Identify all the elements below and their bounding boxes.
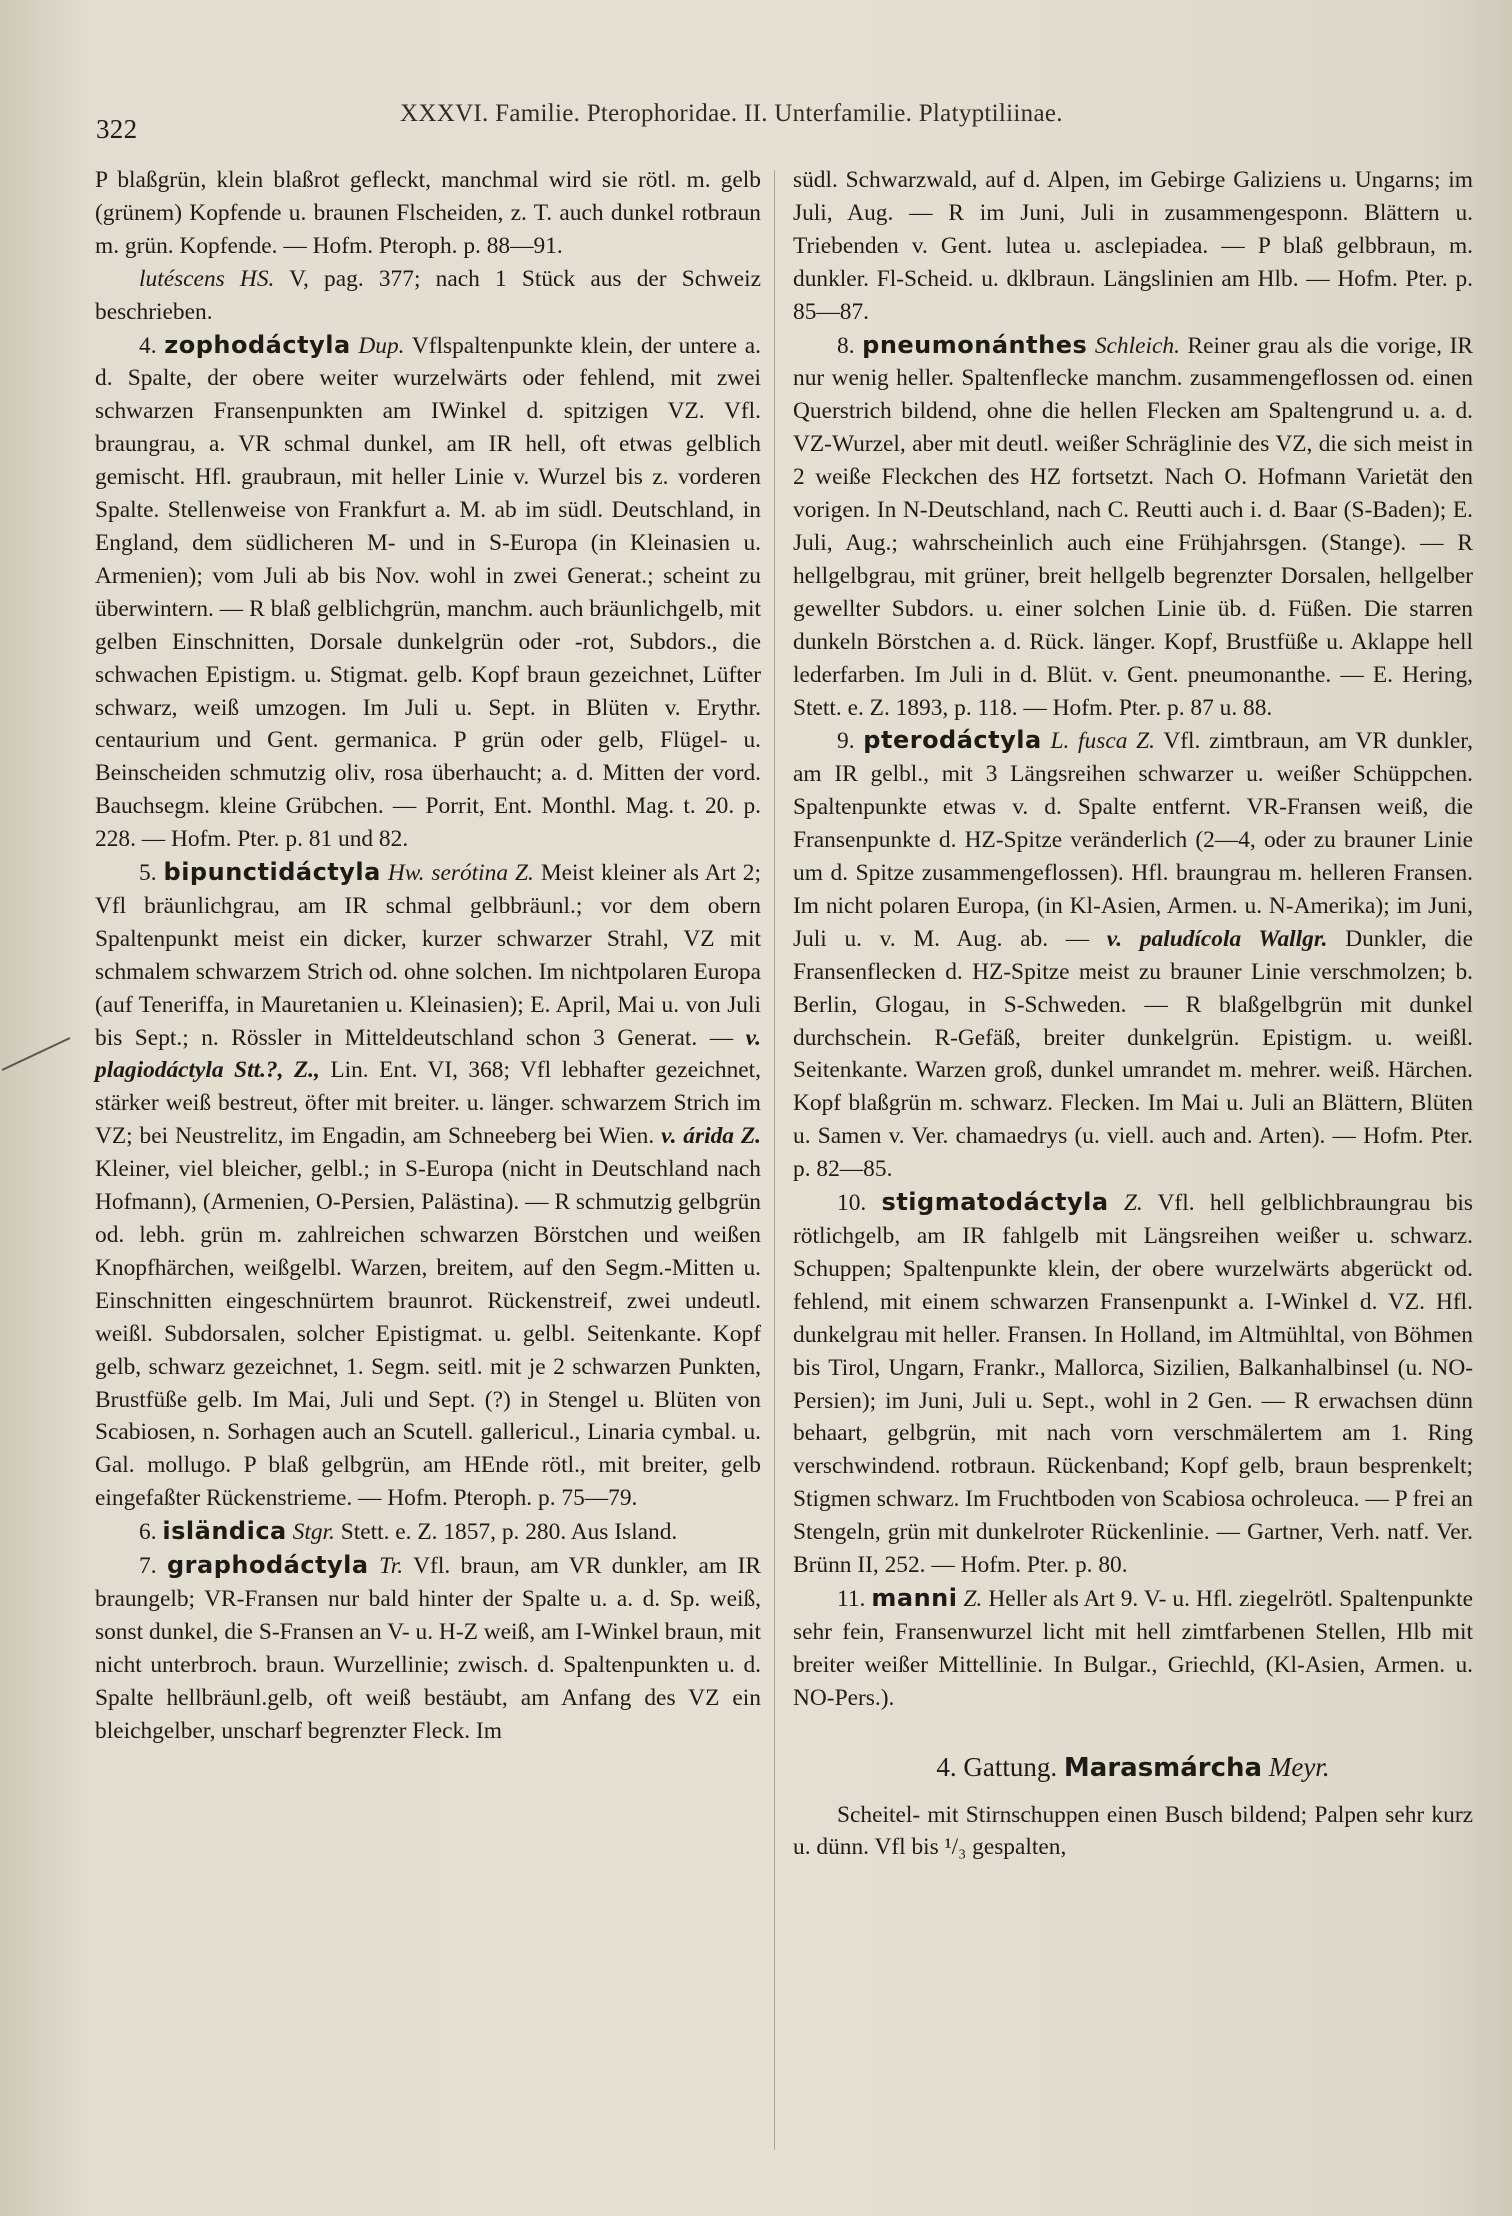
genus-description: Scheitel- mit Stirnschuppen einen Busch bildend; Palpen sehr kurz u. dünn. Vfl bis ¹/₃ gespalten, [793, 1801, 1473, 1861]
species-author: Z. [1123, 1190, 1143, 1217]
entry-9: 9. pterodáctyla L. fusca Z. Vfl. zimtbraun, am VR dunkler, am IR gelbl., mit 3 Längsreihen schwarzer u. weißer Schüppchen. Spaltenpunkte etwas v. d. Spalte entfernt. VR-Fransen weiß, die Fransenpunkte d. HZ-Spitze veränderlich (2—4, oder zu brauner Linie um d. Spitze zusammengeflossen). Hfl. braungrau m. helleren Fransen. Im nicht polaren Europa, (in Kl-Asien, Armen. u. N-Amerika); im Juni, Juli u. v. M. Aug. ab. — v. paludícola Wallgr. Dunkler, die Fransenflecken d. HZ-Spitze meist zu brauner Linie verschmolzen; b. Berlin, Glogau, in S-Schweden. — R blaßgelbgrün mit dunkel durchschein. R-Gefäß, breiter dunkelgrün. Epistigm. u. weißl. Seitenkante. Warzen groß, dunkel umrandet m. mehrer. weiß. Härchen. Kopf blaßgrün m. schwarz. Flecken. Im Mai u. Juli an Blättern, Blüten u. Samen v. Ver. chamaedrys (u. viell. auch and. Arten). — Hofm. Pter. p. 82—85. [793, 726, 1473, 1183]
page-header [96, 100, 1452, 144]
variety-name: v. árida Z. [661, 1123, 761, 1150]
entry-11: 11. manni Z. Heller als Art 9. V- u. Hfl. ziegelrötl. Spaltenpunkte sehr fein, Fransenwurzel licht mit hell zimtfarbenen Stellen, Hlb mit breiter weißer Mittellinie. In Bulgar., Griechld, (Kl-Asien, Armen. u. NO-Pers.). [793, 1583, 1473, 1711]
species-author: Hw. serótina Z. [387, 860, 534, 887]
entry-8: 8. pneumonánthes Schleich. Reiner grau als die vorige, IR nur wenig heller. Spaltenflecke manchm. zusammengeflossen od. einen Querstrich bildend, ohne die hellen Flecken am Spaltengrund u. a. d. VZ-Wurzel, aber mit deutl. weißer Schräglinie des VZ, die sich meist in 2 weiße Fleckchen des HZ fortsetzt. Nach O. Hofmann Varietät den vorigen. In N-Deutschland, nach C. Reutti auch i. d. Baar (S-Baden); E. Juli, Aug.; wahrscheinlich auch eine Frühjahrsgen. (Stange). — R hellgelbgrau, mit grüner, breit hellgelb begrenzter Dorsalen, hellgelber gewellter Subdors. u. einer solchen Linie üb. d. Füßen. Die starren dunkeln Börstchen a. d. Rück. länger. Kopf, Brustfüße u. Aklappe hell lederfarben. Im Juli in d. Blüt. v. Gent. pneumonanthe. — E. Hering, Stett. e. Z. 1893, p. 118. — Hofm. Pter. p. 87 u. 88. [793, 330, 1473, 721]
species-author: Dup. [358, 332, 405, 359]
pencil-margin-mark [0, 1020, 80, 1080]
entry-10: 10. stigmatodáctyla Z. Vfl. hell gelblichbraungrau bis rötlichgelb, am IR fahlgelb mit Längsreihen weißer u. schwarz. Schuppen; Spaltenpunkte klein, der obere wurzelwärts abgerückt od. fehlend, mit einem schwarzen Fransenpunkt a. I-Winkel d. VZ. Hfl. dunkelgrau mit heller. Fransen. In Holland, im Altmühltal, von Böhmen bis Tirol, Ungarn, Frankr., Mallorca, Sizilien, Balkanhalbinsel (u. NO-Persien); im Juni, Juli u. Sept., wohl in 2 Gen. — R erwachsen dünn behaart, gelbgrün, mit nach vorn verschmälertem am 1. Ring verschwindend. rotbraun. Rückenband; Kopf gelb, braun besprenkelt; Stigmen schwarz. Im Fruchtboden von Scabiosa ochroleuca. — P frei an Stengeln, grün mit dunkelroter Rückenlinie. — Gartner, Verh. natf. Ver. Brünn II, 252. — Hofm. Pter. p. 80. [793, 1188, 1473, 1579]
species-author: Stgr. [292, 1519, 335, 1546]
genus-name: Marasmárcha [1063, 1752, 1263, 1783]
entry-4: 4. zophodáctyla Dup. Vflspaltenpunkte klein, der untere a. d. Spalte, der obere weiter wurzelwärts oder fehlend, mit zwei schwarzen Fransenpunkten am IWinkel d. spitzigen VZ. Vfl. braungrau, a. VR schmal dunkel, am IR hell, oft etwas gelblich gemischt. Hfl. graubraun, mit heller Linie v. Wurzel bis z. vorderen Spalte. Stellenweise von Frankfurt a. M. ab im südl. Deutschland, in England, dem südlicheren M- und in S-Europa (in Kleinasien u. Armenien); vom Juli ab bis Nov. wohl in zwei Generat.; scheint zu überwintern. — R blaß gelblichgrün, manchm. auch bräunlichgelb, mit gelben Einschnitten, Dorsale dunkelgrün oder -rot, Subdors., die schwachen Epistigm. u. Stigmat. gelb. Kopf braun gezeichnet, Lüfter schwarz, weiß umzogen. Im Juli u. Sept. in Blüten v. Erythr. centaurium und Gent. germanica. P grün oder gelb, Flügel- u. Beinscheiden schmutzig oliv, rosa überhaucht; a. d. Mitten der vord. Bauchsegm. kleine Grübchen. — Porrit, Ent. Monthl. Mag. t. 20. p. 228. — Hofm. Pter. p. 81 und 82. [95, 330, 761, 853]
variety-name: v. paludícola Wallgr. [1106, 925, 1328, 952]
entry-6: 6. isländica Stgr. Stett. e. Z. 1857, p. 280. Aus Island. [139, 1517, 678, 1546]
species-name: graphodáctyla [167, 1551, 369, 1580]
left-column [95, 164, 761, 1748]
column-divider [774, 170, 775, 2150]
page-number: 322 [96, 114, 138, 144]
genus-heading: 4. Gattung. Marasmárcha Meyr. [936, 1751, 1330, 1783]
right-column [793, 164, 1473, 1864]
pupa-description: P blaßgrün, klein blaßrot gefleckt, manchmal wird sie rötl. m. gelb (grünem) Kopfende u. braunen Flscheiden, z. T. auch dunkel rotbraun m. grün. Kopfende. — Hofm. Pteroph. p. 88—91. [95, 167, 761, 259]
species-name: pneumonánthes [862, 330, 1088, 359]
species-name: manni [871, 1583, 958, 1612]
species-name: pterodáctyla [863, 726, 1042, 755]
genus-author: Meyr. [1268, 1751, 1330, 1782]
species-name: isländica [162, 1517, 287, 1546]
species-author: Tr. [379, 1553, 404, 1580]
entry-7-continued: südl. Schwarzwald, auf d. Alpen, im Gebirge Galiziens u. Ungarns; im Juli, Aug. — R im Juni, Juli in zusammengesponn. Blättern u. Triebenden v. Gent. lutea u. asclepiadea. — P blaß gelbbraun, m. dunkler. Fl-Scheid. u. dklbraun. Längslinien am Hlb. — Hofm. Pter. p. 85—87. [793, 167, 1473, 325]
species-name: lutéscens HS. [139, 265, 275, 292]
species-name: zophodáctyla [164, 330, 351, 359]
species-name: bipunctidáctyla [163, 858, 381, 887]
species-author: Z. [963, 1585, 983, 1612]
species-name: stigmatodáctyla [881, 1188, 1109, 1217]
entry-5: 5. bipunctidáctyla Hw. serótina Z. Meist kleiner als Art 2; Vfl bräunlichgrau, am IR schmal gelbbräunl.; vor dem obern Spaltenpunkt meist ein dicker, kurzer schwarzer Strahl, VZ mit schmalem schwarzem Strich od. ohne solchen. Im nichtpolaren Europa (auf Teneriffa, in Mauretanien u. Kleinasien); E. April, Mai u. von Juli bis Sept.; n. Rössler in Mitteldeutschland schon 3 Generat. — v. plagiodáctyla Stt.?, Z., Lin. Ent. VI, 368; Vfl lebhafter gezeichnet, stärker weiß bestreut, öfter mit breiter. u. länger. schwarzem Strich im VZ; bei Neustrelitz, im Engadin, am Schneeberg bei Wien. v. árida Z. Kleiner, viel bleicher, gelbl.; in S-Europa (nicht in Deutschland nach Hofmann), (Armenien, O-Persien, Palästina). — R schmutzig gelbgrün od. lebh. grün m. zahlreichen schwarzen Börstchen und weißen Knopfhärchen, weißgelbl. Warzen, breitem, auf den Segm.-Mitten u. Einschnitten eingeschnürtem braunrot. Rückenstreif, zwei undeutl. weißl. Subdorsalen, solcher Epistigmat. u. gelbl. Seitenkante. Kopf gelb, schwarz gezeichnet, 1. Segm. seitl. mit je 2 schwarzen Punkten, Brustfüße gelb. Im Mai, Juli und Sept. (?) in Stengel u. Blüten von Scabiosen, n. Sorhagen auch an Scutell. gallericul., Linaria cymbal. u. Gal. mollugo. P blaß gelbgrün, am HEnde rötl., mit breiter, gelb eingefaßter Rückenstrieme. — Hofm. Pteroph. p. 75—79. [95, 858, 762, 1512]
entry-lutescens: lutéscens HS. V, pag. 377; nach 1 Stück aus der Schweiz beschrieben. [95, 265, 761, 325]
species-author: L. fusca Z. [1050, 728, 1156, 755]
entry-7: 7. graphodáctyla Tr. Vfl. braun, am VR dunkler, am IR braungelb; VR-Fransen nur bald hinter der Spalte u. a. d. Sp. weiß, sonst dunkel, die S-Fransen an V- u. H-Z weiß, am I-Winkel braun, mit nicht unterbroch. braun. Wurzellinie; zwisch. d. Spaltenpunkten u. d. Spalte hellbräunl.gelb, oft weiß bestäubt, am Anfang des VZ ein bleichgelber, unscharf begrenzter Fleck. Im [95, 1551, 761, 1744]
running-head: XXXVI. Familie. Pterophoridae. II. Unterfamilie. Platyptiliinae. [400, 100, 1063, 127]
species-author: Schleich. [1094, 332, 1180, 359]
variety-name: v. plagiodáctyla Stt.?, Z., [95, 1024, 761, 1084]
